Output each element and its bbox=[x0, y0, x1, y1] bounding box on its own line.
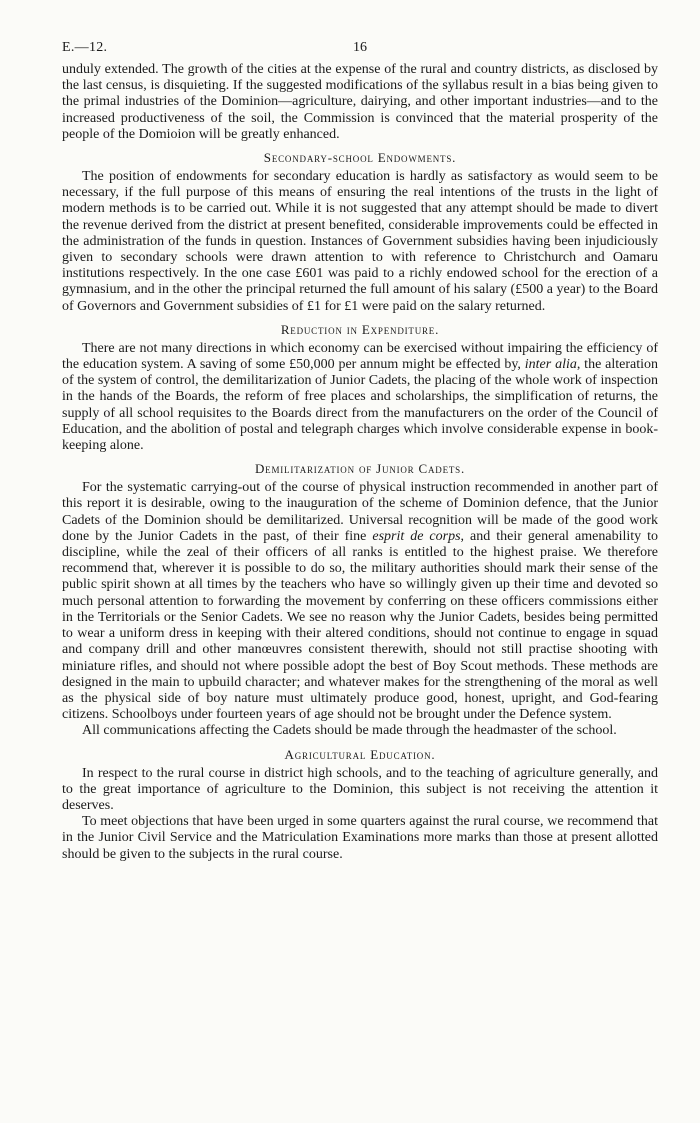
reduction-text-a: There are not many directions in which economy can be exercised without impairing the efficiency of the education system. A saving of some £50,000 per annum might be effected by, bbox=[62, 340, 658, 373]
reduction-paragraph bbox=[62, 341, 658, 454]
agricultural-paragraph-2: To meet objections that have been urged in some quarters against the rural course, we recommend that in the Junior Civil Service and the Matriculation Examinations more marks than those at present allotted should be given to the subjects in the rural course. bbox=[62, 814, 658, 862]
cadets-text-b: , and their general amenability to discipline, while the zeal of their officers of all ranks is entitled to the highest praise. We therefore recommend that, wherever it is possible to do so, the military authorities should mark their sense of the public spirit shown at all times by the teachers who have so willingly given up their time and devoted so much personal attention to forwarding the movement by conferring on these officers commissions either in the Territorials or the Senior Cadets. We see no reason why the Junior Cadets, besides being permitted to wear a uniform dress in keeping with their altered conditions, should not continue to engage in squad and company drill and other manœuvres consistent therewith, should not still practise shooting with miniature rifles, and should not where possible adopt the best of Boy Scout methods. These methods are designed in the main to upbuild character; and whatever makes for the strengthening of the moral as well as the physical side of boy nature must ultimately produce good, honest, upright, and God-fearing citizens. Schoolboys under fourteen years of age should not be brought under the Defence system. bbox=[62, 528, 658, 723]
reduction-text-b: , the alteration of the system of control, the demilitarization of Junior Cadets, the placing of the whole work of inspection in the hands of the Boards, the reform of free places and scholarships, the simplification of returns, the supply of all school requisites to the Boards direct from the manufacturers on the order of the Council of Education, and the abolition of postal and telegraph charges which involve considerable expense in book-keeping alone. bbox=[62, 357, 658, 454]
cadets-italic: esprit de corps bbox=[372, 528, 461, 544]
report-reference: E.—12. bbox=[62, 40, 108, 55]
section-heading-endowments: Secondary-school Endowments. bbox=[263, 150, 457, 166]
endowments-paragraph: The position of endowments for secondary education is hardly as satisfactory as would seem to be necessary, if the full purpose of this means of ensuring the real intentions of the trusts in the light of modern methods is to be carried out. While it is not suggested that any attempt should be made to divert the revenue derived from the district at present benefited, considerable improvements could be effected in the administration of the funds in question. Instances of Government subsidies having been injudiciously given to secondary schools were drawn attention to with reference to Christchurch and Oamaru institutions respectively. In the one case £601 was paid to a richly endowed school for the erection of a gymnasium, and in the other the principal returned the full amount of his salary (£500 a year) to the Board of Governors and Government subsidies of £1 for £1 were paid on the salary returned. bbox=[62, 169, 658, 314]
document-page bbox=[62, 40, 658, 863]
section-heading-reduction: Reduction in Expenditure. bbox=[280, 321, 440, 337]
agricultural-paragraph-1: In respect to the rural course in district high schools, and to the teaching of agriculture generally, and to the great importance of agriculture to the Dominion, this subject is not receiving the attention it deserves. bbox=[62, 765, 658, 813]
page-number: 16 bbox=[353, 40, 367, 55]
reduction-italic: inter alia bbox=[524, 357, 577, 373]
page-header bbox=[62, 40, 658, 62]
intro-paragraph: unduly extended. The growth of the cities at the expense of the rural and country districts, as disclosed by the last census, is disquieting. If the suggested modifications of the syllabus result in a bias being given to the primal industries of the Dominion—agriculture, dairying, and other important industries—and to the increased productiveness of the soil, the Commission is convinced that the material prosperity of the people of the Domioion will be greatly enhanced. bbox=[62, 62, 658, 142]
cadets-paragraph bbox=[62, 480, 658, 723]
section-heading-cadets: Demilitarization of Junior Cadets. bbox=[254, 461, 466, 477]
section-heading-agricultural: Agricultural Education. bbox=[284, 746, 436, 762]
cadets-text-a: For the systematic carrying-out of the course of physical instruction recommended in another part of this report it is desirable, owing to the inauguration of the scheme of Dominion defence, that the Junior Cadets of the Dominion should be demilitarized. Universal recognition will be made of the good work done by the Junior Cadets in the past, of their fine bbox=[62, 480, 658, 544]
cadets-paragraph-2: All communications affecting the Cadets should be made through the headmaster of the school. bbox=[82, 723, 617, 739]
